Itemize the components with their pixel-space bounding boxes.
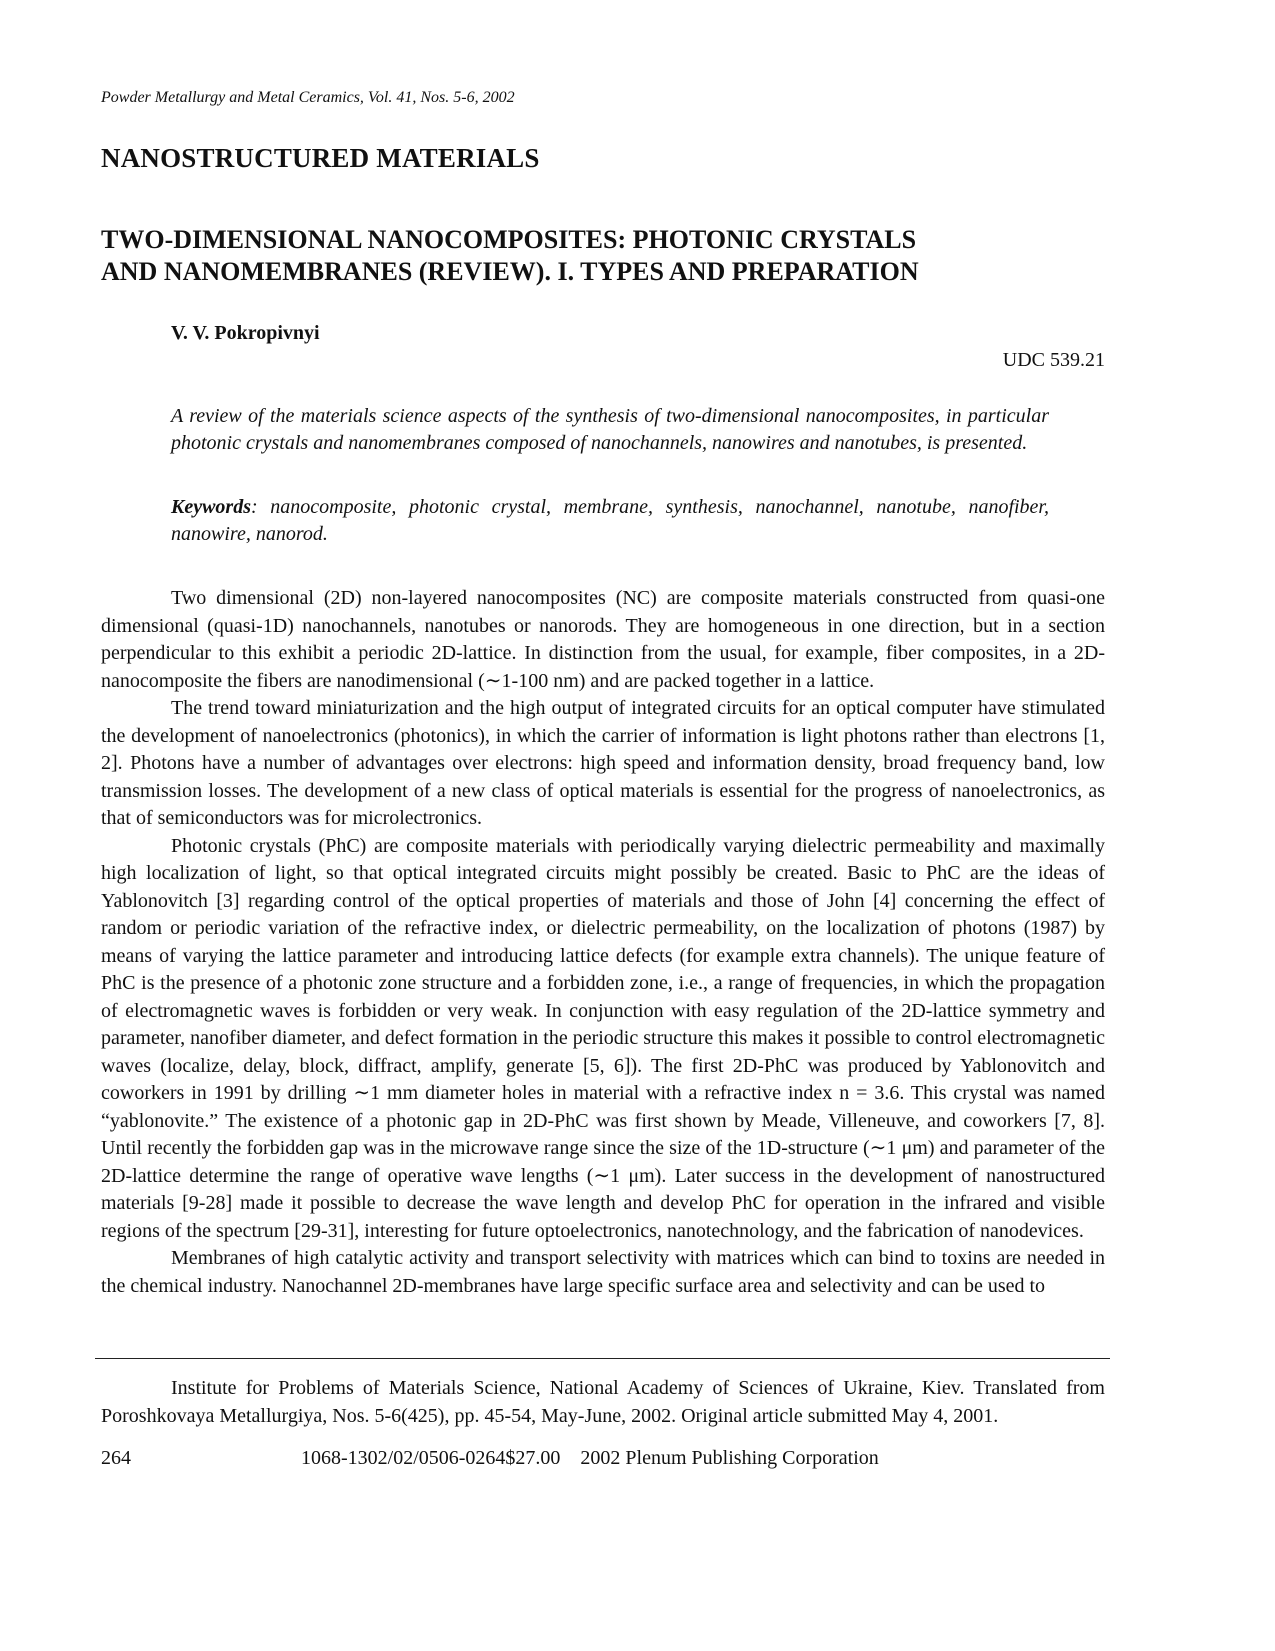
paragraph: The trend toward miniaturization and the high output of integrated circuits for an optical computer have stimulated the development of nanoelectronics (photonics), in which the carrier of information is light photons rather than electrons [1, 2]. Photons have a number of advantages over electrons: high speed and information density, broad frequency band, low transmission losses. The development of a new class of optical materials is essential for the progress of nanoelectronics, as that of semiconductors was for microlectronics. [101,697,1105,829]
footnote-divider [95,1358,1110,1359]
title-line-2: AND NANOMEMBRANES (REVIEW). I. TYPES AND PREPARATION [101,257,919,286]
author-name: V. V. Pokropivnyi [171,322,320,344]
paragraph: Membranes of high catalytic activity and transport selectivity with matrices which can bind to toxins are needed in the chemical industry. Nanochannel 2D-membranes have large specific surface area and selectivity and can be used to [101,1247,1105,1297]
keywords [171,494,1049,548]
abstract: A review of the materials science aspects of the synthesis of two-dimensional nanocomposites, in particular photonic crystals and nanomembranes composed of nanochannels, nanowires and nanotubes, is presented. [171,405,1049,454]
title-line-1: TWO-DIMENSIONAL NANOCOMPOSITES: PHOTONIC CRYSTALS [101,225,917,254]
article-title [101,224,1111,288]
page-number: 264 [101,1447,131,1469]
section-heading: NANOSTRUCTURED MATERIALS [101,143,540,173]
article-body [101,585,1105,1300]
keywords-text: : nanocomposite, photonic crystal, membrane, synthesis, nanochannel, nanotube, nanofiber, nanowire, nanorod. [171,496,1049,545]
copyright-line: 1068-1302/02/0506-0264$27.00 2002 Plenum Publishing Corporation [301,1447,879,1469]
paragraph: Two dimensional (2D) non-layered nanocomposites (NC) are composite materials constructed from quasi-one dimensional (quasi-1D) nanochannels, nanotubes or nanorods. They are homogeneous in one direction, but in a section perpendicular to this exhibit a periodic 2D-lattice. In distinction from the usual, for example, fiber composites, in a 2D-nanocomposite the fibers are nanodimensional (∼1-100 nm) and are packed together in a lattice. [101,587,1105,692]
udc-code: UDC 539.21 [1002,349,1105,371]
journal-header: Powder Metallurgy and Metal Ceramics, Vol. 41, Nos. 5-6, 2002 [101,89,515,106]
affiliation-footnote: Institute for Problems of Materials Science, National Academy of Sciences of Ukraine, Kiev. Translated from Poroshkovaya Metallurgiya, Nos. 5-6(425), pp. 45-54, May-June, 2002. Original article submitted May 4, 2001. [101,1377,1105,1427]
paragraph: Photonic crystals (PhC) are composite materials with periodically varying dielectric permeability and maximally high localization of light, so that optical integrated circuits might possibly be created. Basic to PhC are the ideas of Yablonovitch [3] regarding control of the optical properties of materials and those of John [4] concerning the effect of random or periodic variation of the refractive index, or dielectric permeability, on the localization of photons (1987) by means of varying the lattice parameter and introducing lattice defects (for example extra channels). The unique feature of PhC is the presence of a photonic zone structure and a forbidden zone, i.e., a range of frequencies, in which the propagation of electromagnetic waves is forbidden or very weak. In conjunction with easy regulation of the 2D-lattice symmetry and parameter, nanofiber diameter, and defect formation in the periodic structure this makes it possible to control electromagnetic waves (localize, delay, block, diffract, amplify, generate [5, 6]). The first 2D-PhC was produced by Yablonovitch and coworkers in 1991 by drilling ∼1 mm diameter holes in material with a refractive index n = 3.6. This crystal was named “yablonovite.” The existence of a photonic gap in 2D-PhC was first shown by Meade, Villeneuve, and coworkers [7, 8]. Until recently the forbidden gap was in the microwave range since the size of the 1D-structure (∼1 μm) and parameter of the 2D-lattice determine the range of operative wave lengths (∼1 μm). Later success in the development of nanostructured materials [9-28] made it possible to decrease the wave length and develop PhC for operation in the infrared and visible regions of the spectrum [29-31], interesting for future optoelectronics, nanotechnology, and the fabrication of nanodevices. [101,834,1105,1242]
keywords-label: Keywords [171,496,251,518]
